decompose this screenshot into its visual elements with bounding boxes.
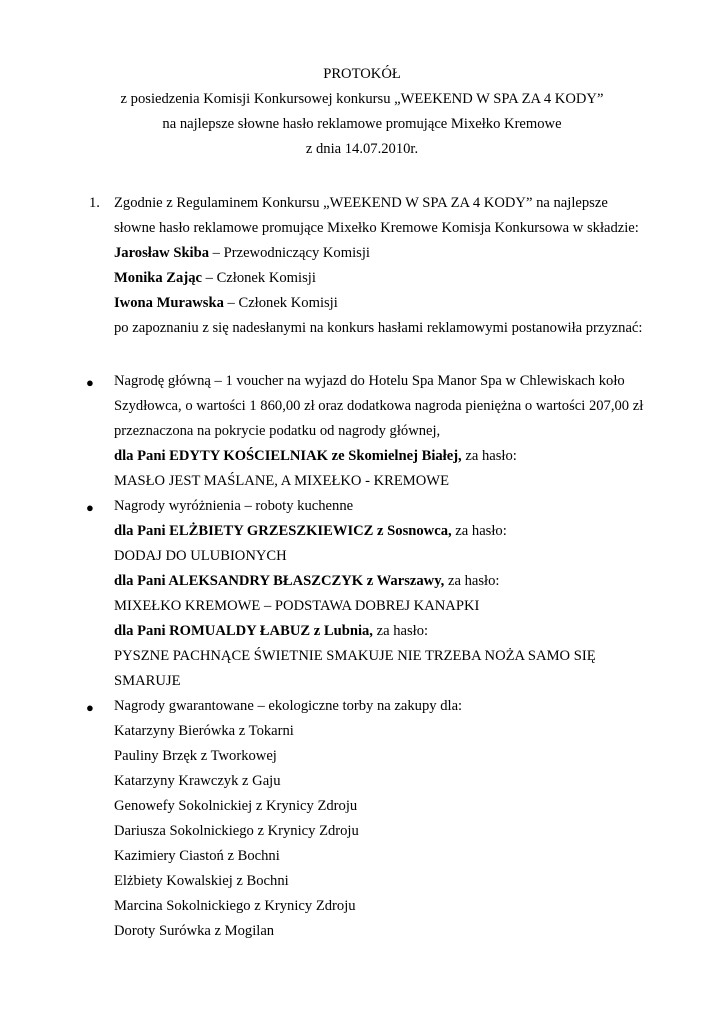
member-name: Iwona Murawska <box>114 295 224 311</box>
list-item: Elżbiety Kowalskiej z Bochni <box>114 873 289 889</box>
distinction-slogan: MIXEŁKO KREMOWE – PODSTAWA DOBREJ KANAPKI <box>114 598 480 614</box>
list-item: Doroty Surówka z Mogilan <box>114 923 275 939</box>
distinctions-intro: Nagrody wyróżnienia – roboty kuchenne <box>114 498 354 514</box>
distinction-winner <box>114 619 428 644</box>
header-line-2: na najlepsze słowne hasło reklamowe promujące Mixełko Kremowe <box>162 116 562 132</box>
section1-line-2: słowne hasło reklamowe promujące Mixełko Kremowe Komisja Konkursowa w składzie: <box>114 220 639 236</box>
commission-member <box>114 291 338 316</box>
main-prize-winner <box>114 444 517 469</box>
list-item: Katarzyny Krawczyk z Gaju <box>114 773 281 789</box>
winner-name: dla Pani ROMUALDY ŁABUZ z Lubnia, <box>114 623 373 639</box>
list-item: Marcina Sokolnickiego z Krynicy Zdroju <box>114 898 356 914</box>
winner-name: dla Pani EDYTY KOŚCIELNIAK ze Skomielnej Białej, <box>114 448 462 464</box>
section1-line-1: Zgodnie z Regulaminem Konkursu „WEEKEND W SPA ZA 4 KODY” na najlepsze <box>114 195 608 211</box>
header-date: z dnia 14.07.2010r. <box>305 141 419 157</box>
slogan-suffix: za hasło: <box>444 573 500 589</box>
distinction-slogan-continued: SMARUJE <box>114 673 181 689</box>
member-role: – Przewodniczący Komisji <box>209 245 370 261</box>
guaranteed-intro: Nagrody gwarantowane – ekologiczne torby na zakupy dla: <box>114 698 463 714</box>
member-role: – Członek Komisji <box>223 295 338 311</box>
distinction-slogan: PYSZNE PACHNĄCE ŚWIETNIE SMAKUJE NIE TRZEBA NOŻA SAMO SIĘ <box>114 648 596 664</box>
member-name: Monika Zając <box>114 270 202 286</box>
list-item: Kazimiery Ciastoń z Bochni <box>114 848 280 864</box>
commission-member <box>114 266 316 291</box>
main-prize-line-3: przeznaczona na pokrycie podatku od nagrody głównej, <box>114 423 441 439</box>
bullet-icon: ● <box>86 375 94 390</box>
main-prize-slogan: MASŁO JEST MAŚLANE, A MIXEŁKO - KREMOWE <box>114 473 449 489</box>
section-number: 1. <box>89 195 100 211</box>
distinction-winner <box>114 569 499 594</box>
slogan-suffix: za hasło: <box>372 623 429 639</box>
member-role: – Członek Komisji <box>201 270 316 286</box>
winner-name: dla Pani ALEKSANDRY BŁASZCZYK z Warszawy, <box>114 573 445 589</box>
protocol-title: PROTOKÓŁ <box>323 66 401 82</box>
slogan-suffix: za hasło: <box>461 448 517 464</box>
winner-name: dla Pani ELŻBIETY GRZESZKIEWICZ z Sosnowca, <box>114 523 452 539</box>
distinction-winner <box>114 519 507 544</box>
list-item: Genowefy Sokolnickiej z Krynicy Zdroju <box>114 798 358 814</box>
header-line-1: z posiedzenia Komisji Konkursowej konkursu „WEEKEND W SPA ZA 4 KODY” <box>120 91 604 107</box>
slogan-suffix: za hasło: <box>451 523 507 539</box>
commission-member <box>114 241 370 266</box>
distinction-slogan: DODAJ DO ULUBIONYCH <box>114 548 287 564</box>
member-name: Jarosław Skiba <box>114 245 210 261</box>
bullet-icon: ● <box>86 500 94 515</box>
main-prize-line-2: Szydłowca, o wartości 1 860,00 zł oraz dodatkowa nagroda pieniężna o wartości 207,00 zł <box>114 398 644 414</box>
section1-closing: po zapoznaniu z się nadesłanymi na konkurs hasłami reklamowymi postanowiła przyznać: <box>114 320 643 336</box>
main-prize-line-1: Nagrodę główną – 1 voucher na wyjazd do Hotelu Spa Manor Spa w Chlewiskach koło <box>114 373 625 389</box>
bullet-icon: ● <box>86 700 94 715</box>
protocol-header <box>0 62 724 162</box>
list-item: Katarzyny Bierówka z Tokarni <box>114 723 294 739</box>
list-item: Pauliny Brzęk z Tworkowej <box>114 748 277 764</box>
list-item: Dariusza Sokolnickiego z Krynicy Zdroju <box>114 823 359 839</box>
